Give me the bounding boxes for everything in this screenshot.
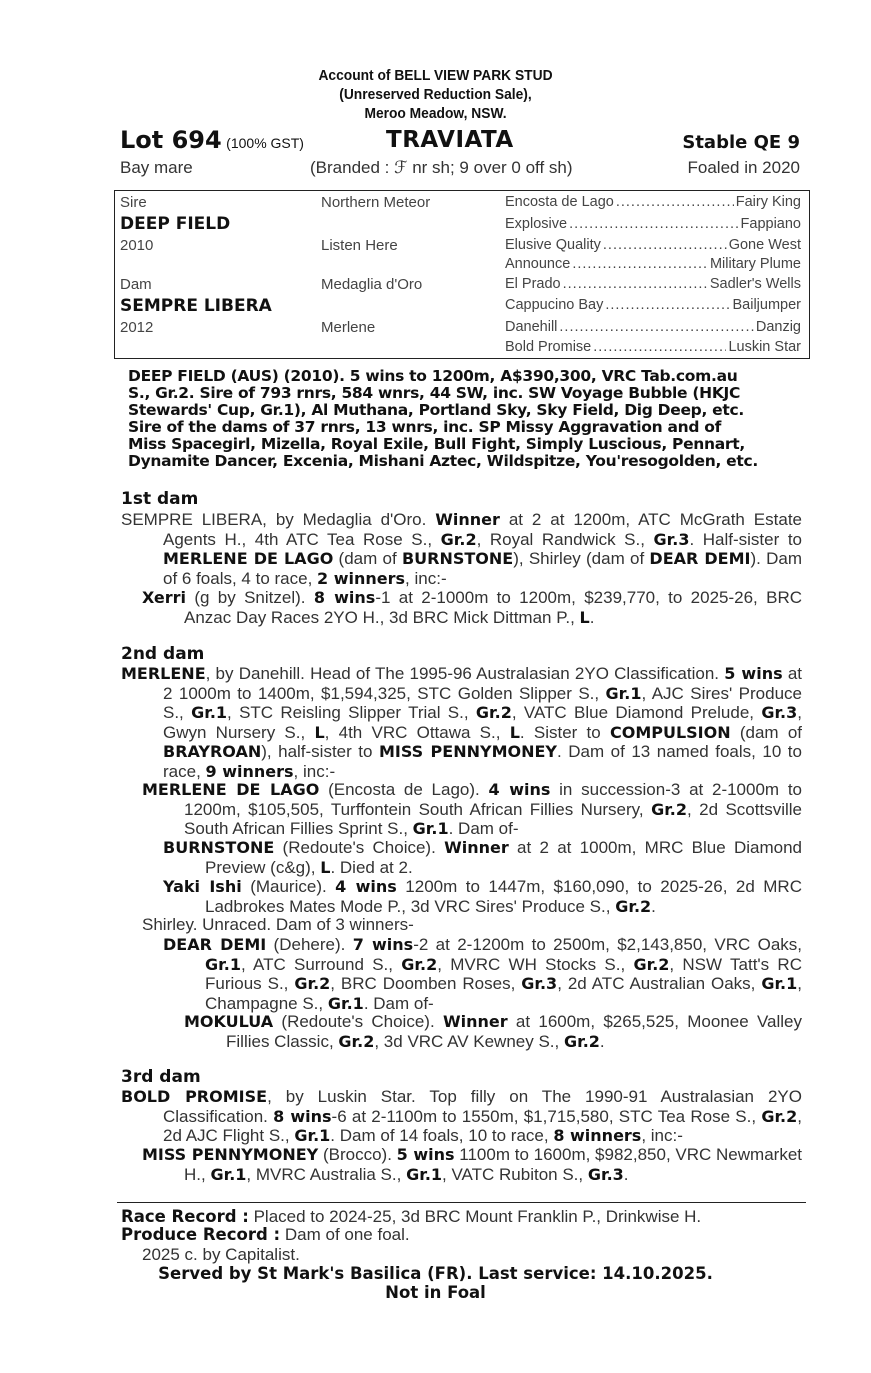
brand-note: (Branded : ℱ nr sh; 9 over 0 off sh) [310, 158, 573, 177]
gg-row: Announce ..... Military Plume [505, 256, 801, 272]
progeny-mokulua: MOKULUA (Redoute's Choice). Winner at 1600m, $265,525, Moonee Valley Fillies Classic, Gr.2, 3d VRC AV Kewney S., Gr.2. [184, 1012, 802, 1051]
race-record: Race Record : Placed to 2024-25, 3d BRC Mount Franklin P., Drinkwise H. [121, 1207, 702, 1226]
sale-type: (Unreserved Reduction Sale), [339, 86, 532, 103]
stable-number: Stable QE 9 [682, 132, 800, 153]
progeny-xerri: Xerri (g by Snitzel). 8 wins-1 at 2-1000m to 1200m, $239,770, to 2025-26, BRC Anzac Day Races 2YO H., 3d BRC Mick Dittman P., L. [142, 588, 802, 627]
progeny-dear-demi: DEAR DEMI (Dehere). 7 wins-2 at 2-1200m to 2500m, $2,143,850, VRC Oaks, Gr.1, ATC Surround S., Gr.2, MVRC WH Stocks S., Gr.2, NSW Tatt's RC Furious S., Gr.2, BRC Doomben Roses, Gr.3, 2d ATC Australian Oaks, Gr.1, Champagne S., Gr.1. Dam of- [163, 935, 803, 1013]
foaled-year: Foaled in 2020 [687, 158, 800, 177]
gg-row: Danehill ..... Danzig [505, 319, 801, 335]
second-dam-heading: 2nd dam [121, 644, 205, 664]
gg-row: Cappucino Bay ..... Bailjumper [505, 297, 801, 313]
lot-number-block [120, 126, 304, 154]
sire-sire: Northern Meteor [321, 194, 431, 211]
horse-name: TRAVIATA [386, 127, 514, 153]
progeny-shirley: Shirley. Unraced. Dam of 3 winners- [142, 915, 414, 934]
dam-name: SEMPRE LIBERA [120, 296, 272, 316]
lot-number: Lot 694 [120, 126, 222, 154]
sire-summary: DEEP FIELD (AUS) (2010). 5 wins to 1200m, A$390,300, VRC Tab.com.au S., Gr.2. Sire of 793 rnrs, 584 wnrs, 44 SW, inc. SW Voyage Bubble (HKJC Stewards' Cup, Gr.1), Al Muthana, Portland Sky, Sky Field, Dig Deep, etc. Sire of the dams of 37 rnrs, 13 wnrs, inc. SP Missy Aggravation and of Miss Spacegirl, Mizella, Royal Exile, Bull Fight, Simply Luscious, Pennart, Dynamite Dancer, Excenia, Mishani Aztec, Wildspitze, You'resogolden, etc. [128, 367, 758, 470]
gg-row: Elusive Quality ..... Gone West [505, 237, 801, 253]
gg-row: Encosta de Lago ..... Fairy King [505, 194, 801, 210]
first-dam-heading: 1st dam [121, 489, 199, 509]
horse-sex: Bay mare [120, 158, 193, 177]
produce-foal: 2025 c. by Capitalist. [142, 1245, 300, 1264]
gg-row: El Prado ..... Sadler's Wells [505, 276, 801, 292]
produce-record: Produce Record : Dam of one foal. [121, 1225, 410, 1244]
service-note: Served by St Mark's Basilica (FR). Last service: 14.10.2025. [158, 1264, 713, 1283]
sire-name: DEEP FIELD [120, 214, 231, 234]
progeny-burnstone: BURNSTONE (Redoute's Choice). Winner at 2 at 1000m, MRC Blue Diamond Preview (c&g), L. Died at 2. [163, 838, 802, 877]
first-dam-paragraph: SEMPRE LIBERA, by Medaglia d'Oro. Winner at 2 at 1200m, ATC McGrath Estate Agents H., 4th ATC Tea Rose S., Gr.2, Royal Randwick S., Gr.3. Half-sister to MERLENE DE LAGO (dam of BURNSTONE), Shirley (dam of DEAR DEMI). Dam of 6 foals, 4 to race, 2 winners, inc:- [121, 510, 803, 588]
sire-dam: Listen Here [321, 237, 398, 254]
vendor-location: Meroo Meadow, NSW. [364, 105, 507, 122]
vendor-account: Account of BELL VIEW PARK STUD [318, 67, 553, 84]
dam-sire: Medaglia d'Oro [321, 276, 423, 293]
second-dam-paragraph: MERLENE, by Danehill. Head of The 1995-96 Australasian 2YO Classification. 5 wins at 2 1000m to 1400m, $1,594,325, STC Golden Slipper S., Gr.1, AJC Sires' Produce S., Gr.1, STC Reisling Slipper Trial S., Gr.2, VATC Blue Diamond Prelude, Gr.3, Gwyn Nursery S., L, 4th VRC Ottawa S., L. Sister to COMPULSION (dam of BRAYROAN), half-sister to MISS PENNYMONEY. Dam of 13 named foals, 10 to race, 9 winners, inc:- [121, 664, 802, 781]
dam-year: 2012 [120, 319, 154, 336]
foal-status: Not in Foal [385, 1283, 486, 1302]
sire-year: 2010 [120, 237, 154, 254]
divider [117, 1202, 806, 1203]
dam-dam: Merlene [321, 319, 376, 336]
gg-row: Bold Promise ..... Luskin Star [505, 339, 801, 355]
progeny-yaki-ishi: Yaki Ishi (Maurice). 4 wins 1200m to 1447m, $160,090, to 2025-26, 2d MRC Ladbrokes Mates Mode P., 3d VRC Sires' Produce S., Gr.2. [163, 877, 802, 916]
gg-row: Explosive ..... Fappiano [505, 216, 801, 232]
third-dam-paragraph: BOLD PROMISE, by Luskin Star. Top filly on The 1990-91 Australasian 2YO Classification. 8 wins-6 at 2-1100m to 1550m, $1,715,580, STC Tea Rose S., Gr.2, 2d AJC Flight S., Gr.1. Dam of 14 foals, 10 to race, 8 winners, inc:- [121, 1087, 802, 1145]
progeny-miss-pennymoney: MISS PENNYMONEY (Brocco). 5 wins 1100m to 1600m, $982,850, VRC Newmarket H., Gr.1, MVRC Australia S., Gr.1, VATC Rubiton S., Gr.3. [142, 1145, 802, 1184]
sire-label: Sire [120, 194, 147, 211]
pedigree-table [114, 190, 810, 359]
dam-label: Dam [120, 276, 152, 293]
gst-note: (100% GST) [226, 135, 304, 151]
third-dam-heading: 3rd dam [121, 1067, 201, 1087]
progeny-merlene-de-lago: MERLENE DE LAGO (Encosta de Lago). 4 wins in succession-3 at 2-1000m to 1200m, $105,505, Turffontein South African Fillies Nursery, Gr.2, 2d Scottsville South African Fillies Sprint S., Gr.1. Dam of- [142, 780, 803, 838]
